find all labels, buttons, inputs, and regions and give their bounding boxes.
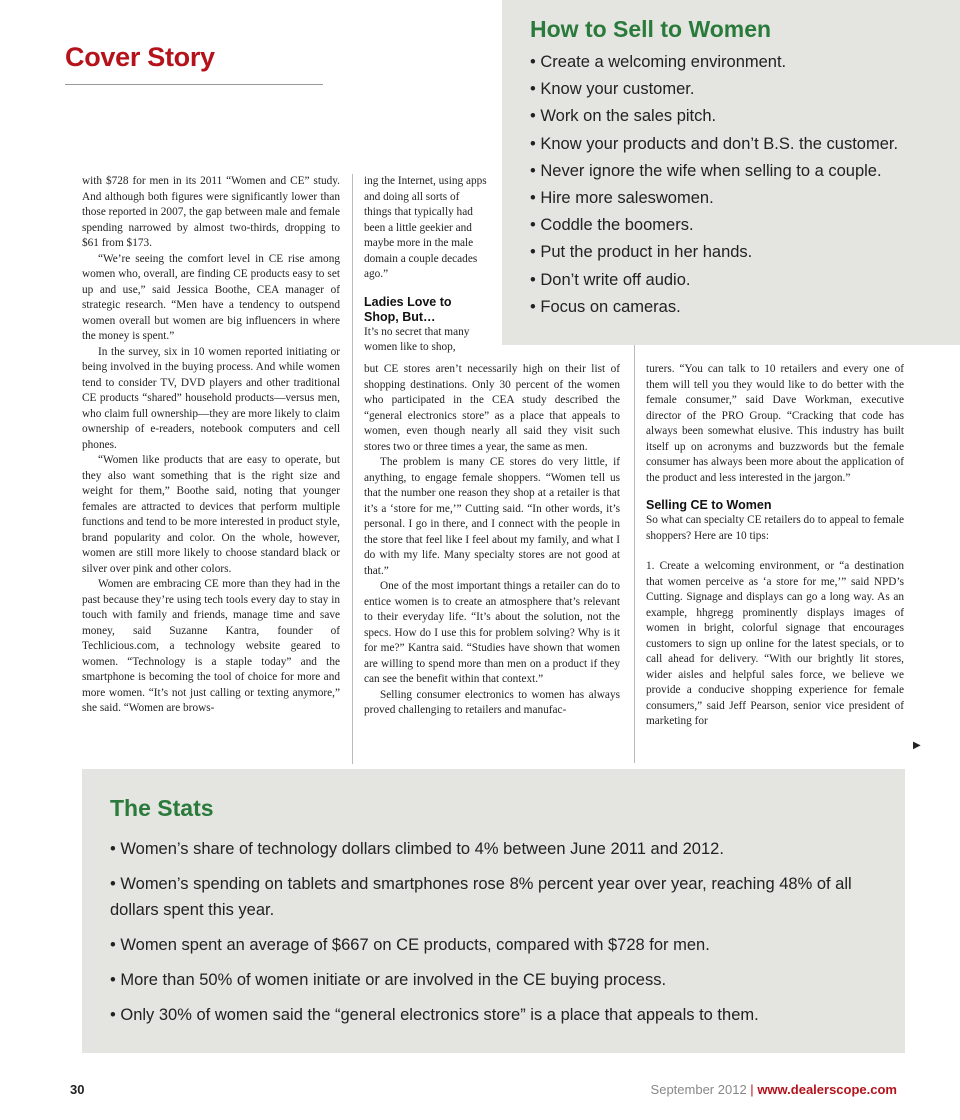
issue-date: September 2012 xyxy=(650,1082,747,1097)
article-paragraph: Women are embracing CE more than they had in the past because they’re using tech tools every day to stay in touch with family and friends, manage time and save money, said Suzanne Kantra, founder of Techlicious.com, a technology website geared to women. “Technology is a staple today” and the smartphone is becoming the tool of choice for more and more women. “It’s not just calling or texting anymore,” she said. “Women are brows- xyxy=(82,578,340,714)
sidebar-tip: • Don’t write off audio. xyxy=(530,270,691,289)
stat-item: • More than 50% of women initiate or are involved in the CE buying process. xyxy=(110,971,667,989)
article-column-2-top xyxy=(364,174,488,356)
article-paragraph: In the survey, six in 10 women reported initiating or being involved in the buying process. And while women tend to consider TV, DVD players and other traditional CE products “shared” household products—versus men, who claim full ownership—they are more likely to claim ownership of e-readers, notebook computers and cell phones. xyxy=(82,345,340,451)
article-column-1 xyxy=(82,174,340,717)
article-paragraph: It’s no secret that many women like to shop, xyxy=(364,325,470,353)
sidebar-tip: • Know your products and don’t B.S. the customer. xyxy=(530,134,899,153)
stats-title: The Stats xyxy=(110,795,214,821)
sidebar-tip: • Create a welcoming environment. xyxy=(530,53,787,71)
title-rule xyxy=(65,84,323,85)
subheading-selling-ce-to-women: Selling CE to Women xyxy=(646,498,772,512)
stat-item: • Women’s spending on tablets and smartphones rose 8% percent year over year, reaching 48% of all dollars spent this year. xyxy=(110,875,852,919)
sidebar-tip: • Work on the sales pitch. xyxy=(530,107,717,126)
sidebar-tip: • Know your customer. xyxy=(530,80,695,99)
stats-list xyxy=(110,836,875,1028)
sidebar-tip: • Never ignore the wife when selling to a couple. xyxy=(530,161,882,180)
article-paragraph: 1. Create a welcoming environment, or “a destination that women perceive as ‘a store for me,’” said NPD’s Cutting. Signage and displays can go a long way. As an example, hhgregg prominently displays images of women in bright, colorful signage that encourages customers to sign up online for the latest specials, or to call ahead for delivery. “With our brightly lit stores, wider aisles and helpful sales force, we believe we provide a conducive shopping experience for female consumers,” said Jeff Pearson, senior vice president of marketing for xyxy=(646,560,904,727)
article-paragraph: The problem is many CE stores do very little, if anything, to engage female shoppers. “Women tell us that the number one reason they shop at a retailer is that it’s a ‘store for me,’” Cutting said. “In other words, it’s personal. I go in there, and I connect with the people in the store that feel like I feel about my family, and what I do with my life. Many specialty stores are not good at that.” xyxy=(364,456,620,577)
column-divider xyxy=(352,174,353,764)
article-paragraph: One of the most important things a retailer can do to entice women is to create an atmosphere that’s relevant to their everyday life. “It’s about the solution, not the specs. How do I use this for problem solving? Why is it for me?” Kantra said. “Studies have shown that women are willing to spend more than men on a product if they can see the benefit within that context.” xyxy=(364,580,620,685)
sidebar-tip: • Put the product in her hands. xyxy=(530,243,753,262)
article-paragraph: “Women like products that are easy to operate, but they also want something that is the right size and weight for them,” Boothe said, noting that younger females are attracted to devices that perform multiple functions and tend to be more interested in product style, brand popularity and color. On the whole, however, women are still more likely to choose standard black or silver over pink and other colors. xyxy=(82,454,340,575)
article-paragraph: “We’re seeing the comfort level in CE rise among women who, overall, are finding CE products easy to set up and use,” said Jessica Boothe, CEA manager of strategic research. “Men have a tendency to outspend women overall but women are big influencers in where the money is spent.” xyxy=(82,252,340,342)
sidebar-title: How to Sell to Women xyxy=(530,16,772,42)
article-paragraph: So what can specialty CE retailers do to appeal to female shoppers? Here are 10 tips: xyxy=(646,514,904,542)
sidebar-tip: • Hire more saleswomen. xyxy=(530,189,714,208)
sidebar-tip: • Coddle the boomers. xyxy=(530,216,694,235)
sidebar-tip: • Focus on cameras. xyxy=(530,297,681,316)
page-number: 30 xyxy=(70,1082,85,1097)
stat-item: • Only 30% of women said the “general electronics store” is a place that appeals to them. xyxy=(110,1006,759,1024)
footer-separator: | xyxy=(750,1082,754,1097)
article-column-3 xyxy=(646,362,904,730)
article-paragraph: with $728 for men in its 2011 “Women and CE” study. And although both figures were significantly lower than those reported in 2007, the gap between male and female spending narrowed by almost two-thirds, dropping to $61 from $173. xyxy=(82,175,340,249)
article-paragraph: turers. “You can talk to 10 retailers and every one of them will tell you they would like to do better with the female consumer,” said Dave Workman, executive director of the PRO Group. “Cracking that code has always been somewhat elusive. This industry has built itself up on acronyms and buzzwords but the female consumer has always been more about the application of the product and less interested in the jargon.” xyxy=(646,363,904,484)
footer-issue-url xyxy=(651,1082,897,1097)
how-to-sell-sidebar xyxy=(502,0,960,345)
sidebar-tip-list xyxy=(530,49,950,321)
continue-arrow-icon: ▶ xyxy=(913,740,921,751)
article-paragraph: but CE stores aren’t necessarily high on their list of shopping destinations. Only 30 percent of the women who participated in the CEA study described the “general electronics store” as a place that appeals to women, even though nearly all said they visit such stores two or three times a year, the same as men. xyxy=(364,363,620,453)
stats-box xyxy=(82,769,905,1053)
website-link[interactable]: www.dealerscope.com xyxy=(757,1082,897,1097)
article-paragraph: Selling consumer electronics to women has always proved challenging to retailers and manufac- xyxy=(364,688,620,716)
section-title: Cover Story xyxy=(65,42,215,72)
column-divider xyxy=(634,345,635,763)
stat-item: • Women spent an average of $667 on CE products, compared with $728 for men. xyxy=(110,936,710,954)
subheading-ladies-love-to-shop: Ladies Love to Shop, But… xyxy=(364,294,452,324)
article-paragraph: ing the Internet, using apps and doing all sorts of things that typically had been a little geekier and maybe more in the male domain a couple decades ago.” xyxy=(364,175,487,280)
article-column-2-bottom xyxy=(364,362,620,719)
stat-item: • Women’s share of technology dollars climbed to 4% between June 2011 and 2012. xyxy=(110,840,724,858)
